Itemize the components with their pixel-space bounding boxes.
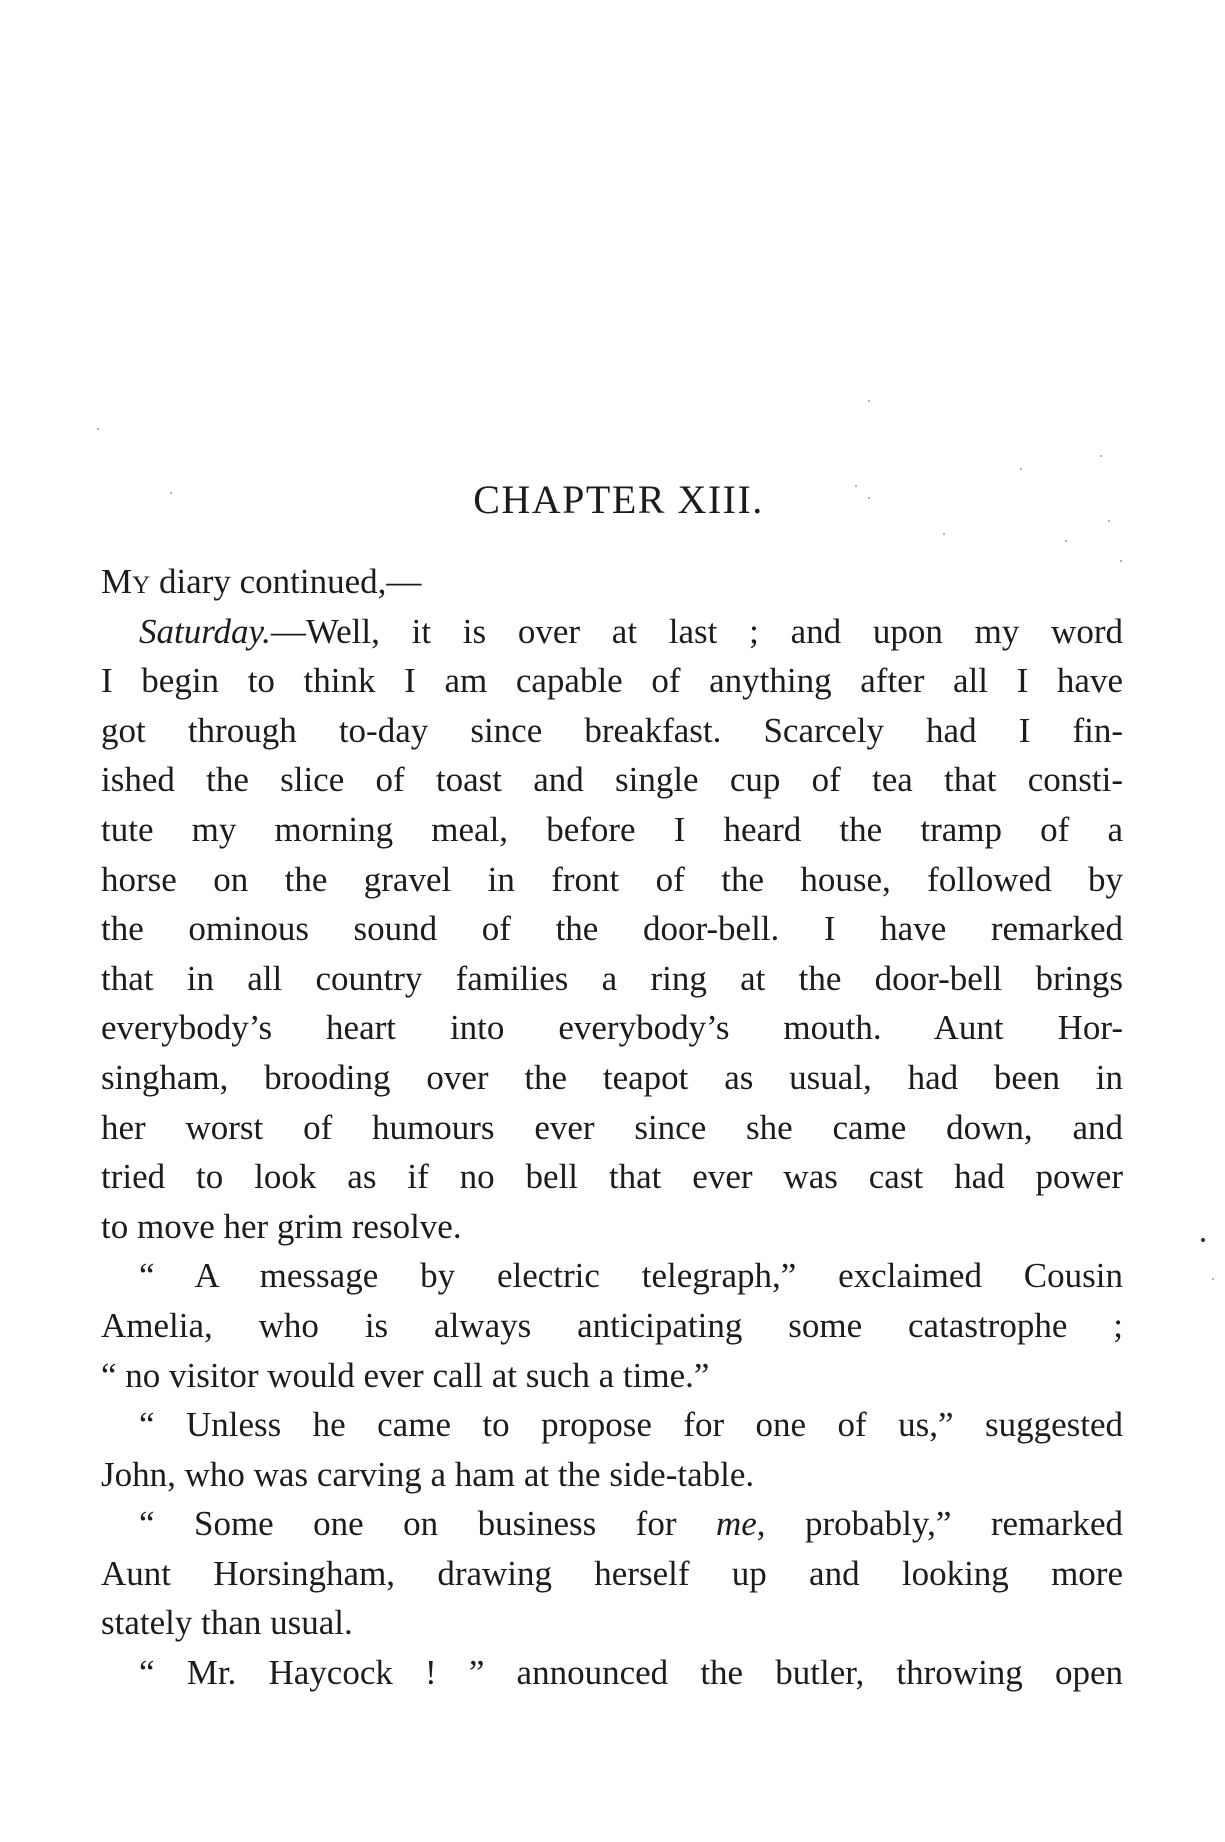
text-line: Aunt Horsingham, drawing herself up and looking more (101, 1553, 1123, 1593)
italic-word: Saturday. (139, 611, 271, 651)
text-line: tute my morning meal, before I heard the tramp of a (101, 809, 1123, 849)
text-line: “ Mr. Haycock ! ” announced the butler, throwing open (139, 1653, 1123, 1693)
text-line: that in all country families a ring at the door-bell brings (101, 958, 1123, 998)
line-text: —Well, it is over at last ; and upon my word (270, 611, 1123, 651)
line-text: diary continued,— (150, 562, 422, 601)
text-line: “ no visitor would ever call at such a time.” (101, 1355, 710, 1395)
scan-speck (1201, 1238, 1205, 1242)
paragraph (101, 607, 1123, 1252)
text-line: everybody’s heart into everybody’s mouth. Aunt Hor- (101, 1008, 1123, 1048)
body-text (101, 557, 1123, 1698)
scan-speck (1065, 540, 1067, 542)
scan-speck (1120, 560, 1122, 562)
text-line (101, 607, 1123, 657)
text-line: Amelia, who is always anticipating some catastrophe ; (101, 1305, 1123, 1345)
text-line: John, who was carving a ham at the side-table. (101, 1454, 755, 1494)
text-line (101, 1499, 1123, 1549)
scan-speck (97, 428, 99, 430)
scan-speck (855, 485, 857, 487)
text-line: tried to look as if no bell that ever was cast had power (101, 1157, 1123, 1197)
chapter-heading: CHAPTER XIII. (473, 477, 764, 522)
text-line (101, 557, 1123, 607)
text-line: stately than usual. (101, 1603, 353, 1643)
line-text: , probably,” remarked (756, 1504, 1123, 1544)
paragraph (101, 1648, 1123, 1698)
paragraph (101, 1400, 1123, 1499)
text-line: “ A message by electric telegraph,” exclaimed Cousin (139, 1256, 1123, 1296)
paragraph (101, 1251, 1123, 1400)
small-caps-word: My (101, 562, 151, 601)
text-line: ished the slice of toast and single cup of tea that consti- (101, 760, 1123, 800)
italic-word: me (715, 1504, 757, 1544)
scan-speck (1108, 520, 1110, 522)
text-line: got through to-day since breakfast. Scarcely had I fin- (101, 710, 1123, 750)
scan-speck (868, 400, 870, 402)
text-line: “ Unless he came to propose for one of us,” suggested (139, 1405, 1123, 1445)
text-line: horse on the gravel in front of the house, followed by (101, 859, 1123, 899)
scan-speck (1020, 468, 1022, 470)
scan-speck (868, 497, 870, 499)
scan-speck (1212, 1278, 1214, 1280)
text-line: the ominous sound of the door-bell. I have remarked (101, 909, 1123, 949)
text-line: singham, brooding over the teapot as usual, had been in (101, 1057, 1123, 1097)
paragraph (101, 1499, 1123, 1648)
scan-speck (943, 533, 945, 535)
scan-speck (170, 492, 172, 494)
text-line: I begin to think I am capable of anything after all I have (101, 661, 1123, 701)
paragraph (101, 557, 1123, 607)
text-line: her worst of humours ever since she came down, and (101, 1107, 1123, 1147)
text-line: to move her grim resolve. (101, 1206, 462, 1246)
scan-speck (1100, 455, 1102, 457)
line-text: “ Some one on business for (139, 1504, 716, 1544)
